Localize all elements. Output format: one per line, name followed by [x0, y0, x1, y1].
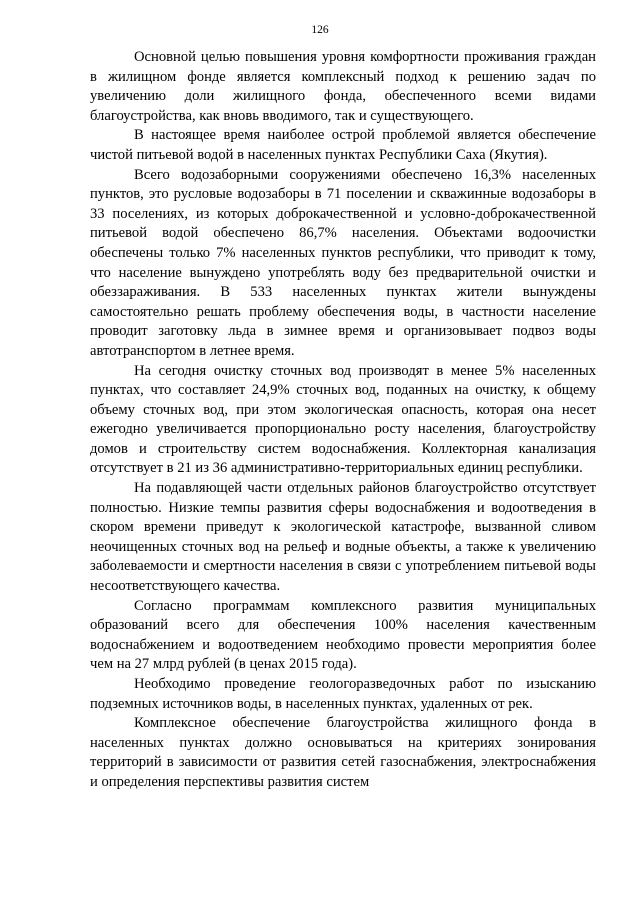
- paragraph-housing-zoning-criteria: Комплексное обеспечение благоустройства жилищного фонда в населенных пунктах должно основываться на критериях зонирования территорий в зависимости от развития сетей газоснабжения, электроснабжения и определения перспективы развития систем: [90, 715, 596, 790]
- paragraph-comfort-goal: Основной целью повышения уровня комфортности проживания граждан в жилищном фонде является комплексный подход к решению задач по увеличению доли жилищного фонда, обеспеченного всеми видами благоустройства, как вновь вводимого, так и существующего.: [90, 49, 596, 124]
- body-text: [90, 48, 596, 793]
- paragraph-lack-of-amenities: На подавляющей части отдельных районов благоустройство отсутствует полностью. Низкие темпы развития сферы водоснабжения и водоотведения в скором времени приведут к экологической катастрофе, вызванной сливом неочищенных сточных вод на рельеф и водные объекты, а также к увеличению заболеваемости и смертности населения в связи с употреблением питьевой воды несоответствующего качества.: [90, 480, 596, 595]
- paragraph-wastewater-treatment: На сегодня очистку сточных вод производят в менее 5% населенных пунктах, что составляет 24,9% сточных вод, поданных на очистку, к общему объему сточных вод, при этом экологическая опасность, которая она несет ежегодно увеличивается пропорционально росту населения, благоустройству домов и строительству систем водоснабжения. Коллекторная канализация отсутствует в 21 из 36 административно-территориальных единиц республики.: [90, 362, 596, 477]
- paragraph-municipal-programs: Согласно программам комплексного развития муниципальных образований всего для обеспечения 100% населения качественным водоснабжением и водоотведением необходимо провести мероприятия более чем на 27 млрд рублей (в ценах 2015 года).: [90, 597, 596, 673]
- paragraph-water-intake-statistics: Всего водозаборными сооружениями обеспечено 16,3% населенных пунктов, это русловые водозаборы в 71 поселении и скважинные водозаборы в 33 поселениях, из которых доброкачественной и условно-доброкачественной питьевой водой обеспечено 86,7% населения. Объектами водоочистки обеспечены только 7% населенных пунктов республики, что приводит к тому, что население вынуждено употреблять воду без предварительной очистки и обеззараживания. В 533 населенных пунктах жители вынуждены самостоятельно решать проблему обеспечения воды, в частности население проводит заготовку льда в зимнее время и организовывает подвоз воды автотранспортом в летнее время.: [90, 166, 596, 359]
- paragraph-geological-exploration: Необходимо проведение геологоразведочных работ по изысканию подземных источников воды, в населенных пунктах, удаленных от рек.: [90, 676, 596, 712]
- page-number: 126: [311, 24, 329, 36]
- paragraph-drinking-water-problem: В настоящее время наиболее острой проблемой является обеспечение чистой питьевой водой в населенных пунктах Республики Саха (Якутия).: [90, 127, 596, 163]
